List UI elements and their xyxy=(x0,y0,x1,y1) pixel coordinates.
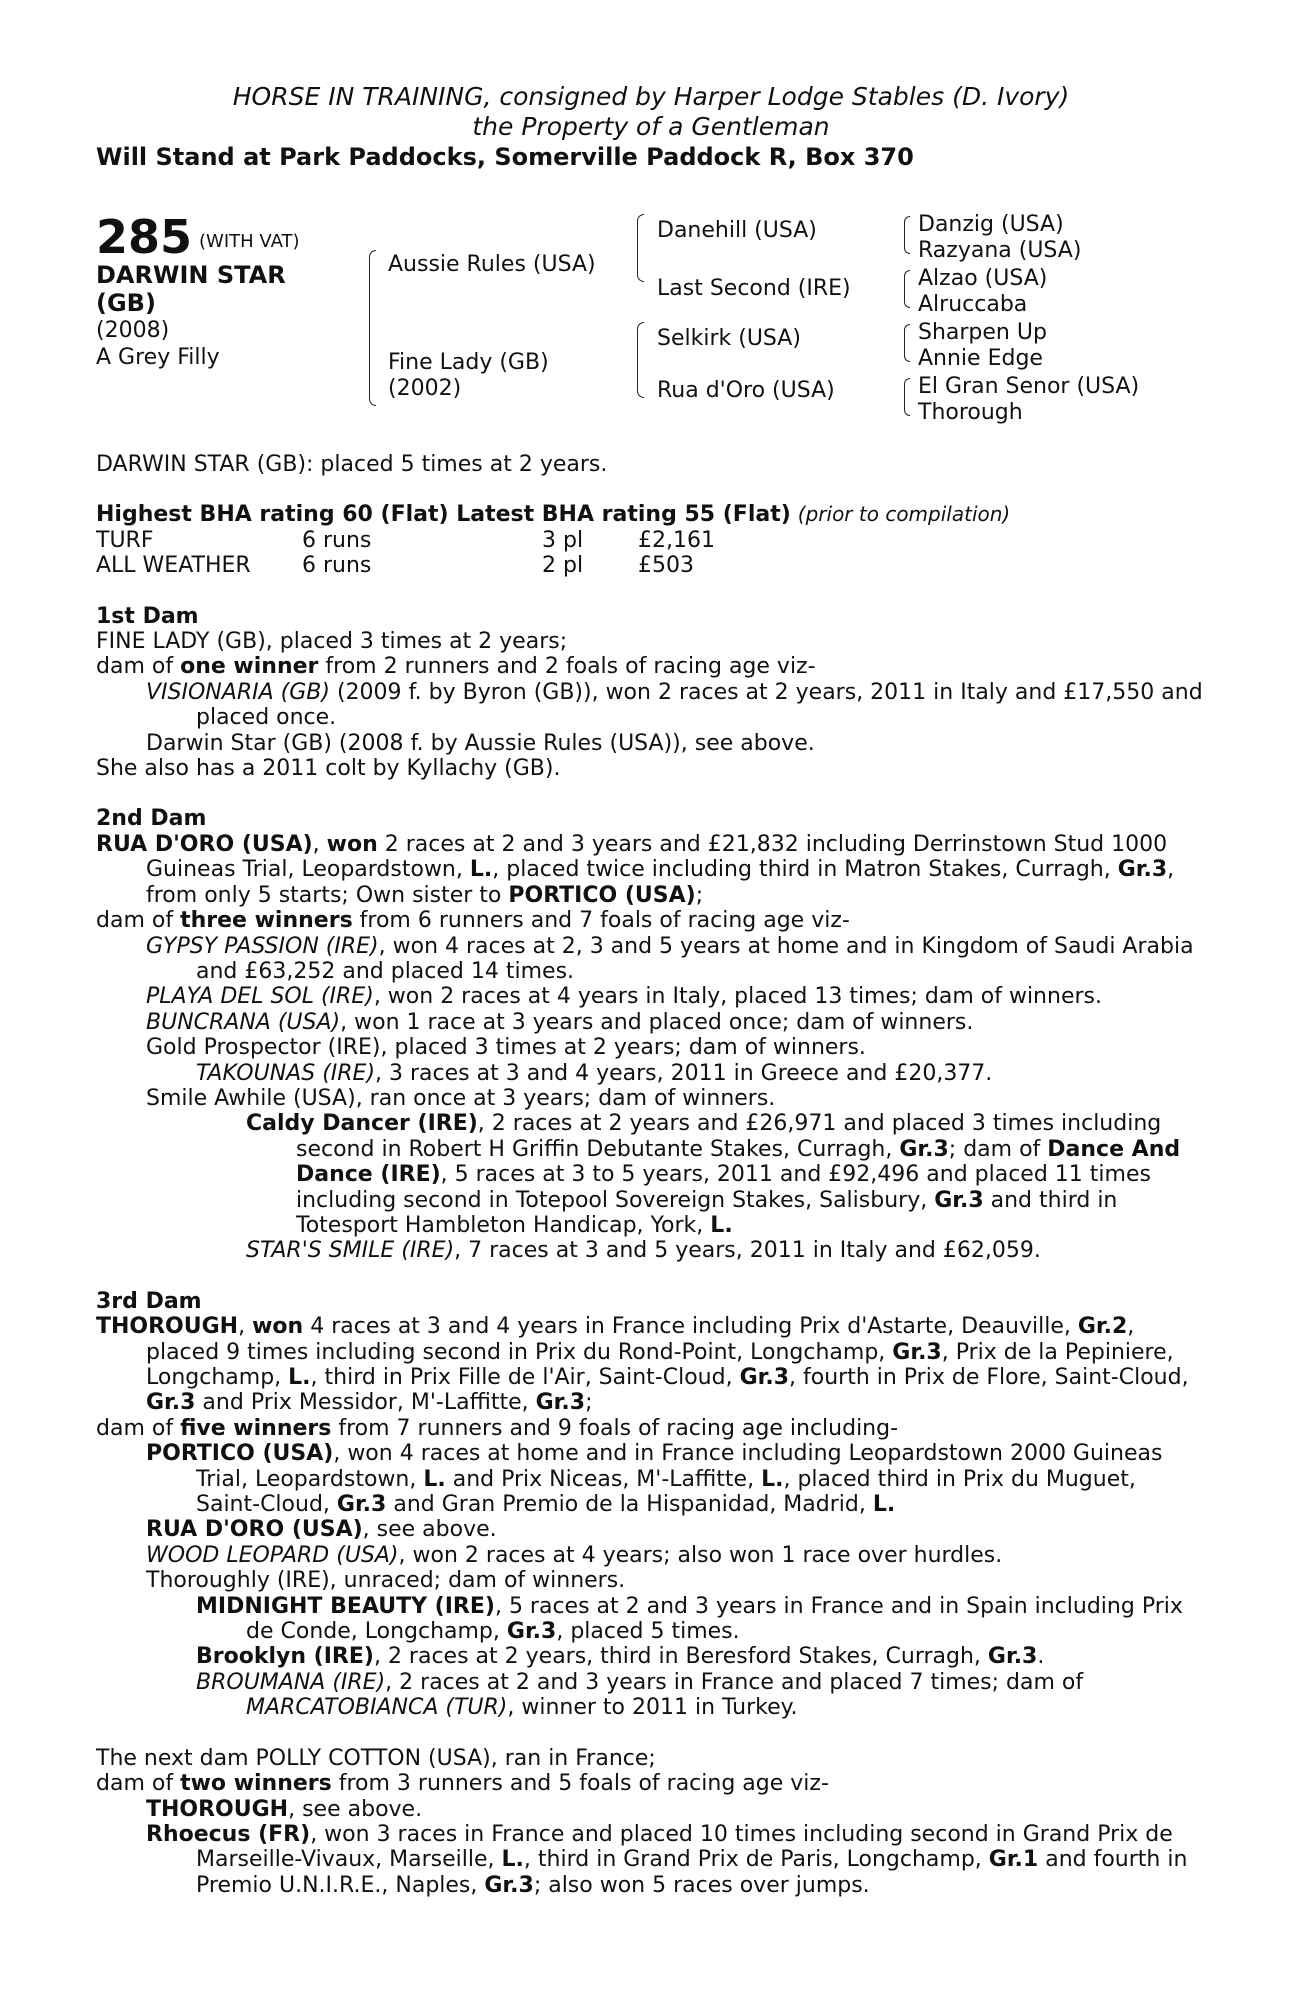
stats-earnings: £503 xyxy=(638,553,694,579)
third-dam-heading: 3rd Dam xyxy=(96,1288,202,1314)
text-fragment: PORTICO (USA) xyxy=(146,1441,334,1467)
vat-label: (WITH VAT) xyxy=(199,231,300,252)
ratings-section xyxy=(96,502,1206,578)
text-fragment: THOROUGH xyxy=(146,1796,289,1822)
lot-number: 285 xyxy=(96,210,193,264)
text-fragment: , 5 races at 3 to 5 years, 2011 and £92,496 and placed 11 times including second in Totepool Sovereign Stakes, Salisbury, xyxy=(296,1162,1151,1213)
produce-thorough xyxy=(96,1797,1206,1822)
text-fragment: Gr.3 xyxy=(336,1492,387,1518)
pedigree-dss: Sharpen Up xyxy=(918,320,1047,345)
property-line: the Property of a Gentleman xyxy=(472,112,830,141)
text-fragment: dam of xyxy=(96,1771,181,1797)
stats-row-all-weather xyxy=(96,553,1206,578)
second-dam-heading: 2nd Dam xyxy=(96,806,207,832)
text-fragment: from 2 runners and 2 foals of racing age viz- xyxy=(318,654,816,680)
text-fragment: Gr.3 xyxy=(987,1644,1038,1670)
third-dam-section xyxy=(96,1289,1206,1721)
race-summary: DARWIN STAR (GB): placed 5 times at 2 years. xyxy=(96,452,608,477)
text-fragment: , placed 9 times including second in Prix du Rond-Point, Longchamp, xyxy=(146,1314,1135,1365)
text-fragment: , 2 races at 2 years and £26,971 and placed 3 times including second in Robert H Griffin Debutante Stakes, Curragh, xyxy=(296,1111,1162,1162)
text-fragment: . xyxy=(1037,1644,1045,1670)
text-fragment: WOOD LEOPARD (USA) xyxy=(146,1542,399,1568)
ratings-text: Highest BHA rating 60 (Flat) Latest BHA rating 55 (Flat) xyxy=(96,502,791,528)
text-fragment: ; dam of xyxy=(948,1136,1048,1162)
ratings-note: (prior to compilation) xyxy=(797,502,1011,527)
text-fragment: , placed twice including third in Matron Stakes, Curragh, xyxy=(492,857,1118,883)
stats-earnings: £2,161 xyxy=(638,527,715,553)
text-fragment: five winners xyxy=(180,1415,332,1441)
text-fragment: , see above. xyxy=(362,1517,497,1543)
consignor-line: HORSE IN TRAINING, consigned by Harper Lodge Stables (D. Ivory) xyxy=(232,82,1070,111)
brace-selkirk xyxy=(904,324,910,362)
first-dam-line: FINE LADY (GB), placed 3 times at 2 years; xyxy=(96,629,568,655)
text-fragment: Dance And Dance (IRE) xyxy=(296,1136,1181,1188)
text-fragment: , see above. xyxy=(288,1796,423,1822)
text-fragment: , won 3 races in France and placed 10 times including second in Grand Prix de Marseille-Vivaux, Marseille, xyxy=(196,1821,1173,1873)
text-fragment: Brooklyn (IRE) xyxy=(196,1644,374,1670)
next-dam-section xyxy=(96,1746,1206,1898)
ratings-line xyxy=(96,502,1206,527)
text-fragment: MARCATOBIANCA (TUR) xyxy=(246,1695,508,1721)
text-fragment: TAKOUNAS (IRE) xyxy=(196,1060,376,1086)
pedigree-dam-year: (2002) xyxy=(388,376,462,401)
pedigree-sire-sire: Danehill (USA) xyxy=(657,218,817,243)
text-fragment: and Gran Premio de la Hispanidad, Madrid, xyxy=(386,1492,873,1518)
text-fragment: , placed 5 times. xyxy=(556,1619,740,1645)
text-fragment: BUNCRANA (USA) xyxy=(146,1009,341,1035)
text-fragment: , 3 races at 3 and 4 years, 2011 in Greece and £20,377. xyxy=(375,1060,993,1086)
stats-row-turf xyxy=(96,528,1206,553)
text-fragment: Gr.3 xyxy=(535,1390,586,1416)
text-fragment: Gr.3 xyxy=(899,1136,949,1162)
pedigree-dds: El Gran Senor (USA) xyxy=(918,374,1140,399)
text-fragment: and third in Totesport Hambleton Handicap, York, xyxy=(296,1187,1118,1238)
stats-surface: ALL WEATHER xyxy=(96,553,251,579)
text-fragment: Gr.3 xyxy=(146,1390,196,1416)
lot-header xyxy=(96,82,1206,172)
produce-rhoecus xyxy=(96,1822,1206,1898)
produce-buncrana xyxy=(96,1010,1206,1035)
text-fragment: , won 2 races at 4 years; also won 1 race over hurdles. xyxy=(398,1542,1003,1568)
next-dam-line: The next dam POLLY COTTON (USA), ran in France; xyxy=(96,1745,656,1771)
text-fragment: THOROUGH xyxy=(96,1314,239,1340)
text-fragment: GYPSY PASSION (IRE) xyxy=(146,933,379,959)
horse-year: (2008) xyxy=(96,318,170,343)
first-dam-heading: 1st Dam xyxy=(96,603,199,629)
text-fragment: , won 2 races at 4 years in Italy, placed 13 times; dam of winners. xyxy=(373,984,1102,1010)
text-fragment: three winners xyxy=(180,908,353,934)
text-fragment: ; xyxy=(695,882,704,908)
pedigree-ssd: Razyana (USA) xyxy=(918,238,1082,263)
text-fragment: L. xyxy=(288,1365,311,1390)
text-fragment: and fourth in Premio U.N.I.R.E., Naples, xyxy=(196,1847,1188,1898)
pedigree-ddd: Thorough xyxy=(918,400,1023,425)
text-fragment: L. xyxy=(872,1492,896,1518)
text-fragment: Rhoecus (FR) xyxy=(146,1821,311,1847)
produce-wood-leopard xyxy=(96,1543,1206,1568)
pedigree-dsd: Annie Edge xyxy=(918,346,1043,371)
text-fragment: Gr.3 xyxy=(1117,857,1168,883)
text-fragment: from 3 runners and 5 foals of racing age viz- xyxy=(331,1771,829,1797)
produce-gold-prospector: Gold Prospector (IRE), placed 3 times at 2 years; dam of winners. xyxy=(146,1035,866,1061)
pedigree-sire-dam: Last Second (IRE) xyxy=(657,276,851,301)
stats-placed: 2 pl xyxy=(542,553,584,579)
brace-last-second xyxy=(904,270,910,308)
stats-placed: 3 pl xyxy=(542,527,584,553)
first-dam-section xyxy=(96,604,1206,782)
lot-number-line xyxy=(96,212,300,262)
text-fragment: ; xyxy=(585,1390,593,1416)
pedigree-block xyxy=(96,212,1206,452)
catalogue-page xyxy=(96,82,1206,1898)
text-fragment: one winner xyxy=(180,654,319,680)
pedigree-dam-sire: Selkirk (USA) xyxy=(657,326,801,351)
third-dam-produce-line xyxy=(96,1416,1206,1441)
text-fragment: Gr.3 xyxy=(934,1187,984,1213)
text-fragment: Gr.2 xyxy=(1077,1314,1128,1340)
text-fragment: dam of xyxy=(96,654,181,680)
text-fragment: Gr.3 xyxy=(892,1339,942,1365)
sire-line-brace xyxy=(637,214,644,282)
text-fragment: L. xyxy=(761,1466,784,1492)
text-fragment: RUA D'ORO (USA) xyxy=(146,1517,363,1543)
text-fragment: , from only 5 starts; Own sister to xyxy=(146,857,1175,908)
brace-danehill xyxy=(904,216,910,254)
second-dam-record: RUA D'ORO (USA), won 2 races at 2 and 3 years and £21,832 including Derrinstown Stud 1000 Guineas Trial, Leopardstown, L., placed twice including third in Matron Stakes, Curragh, Gr.3, from only 5 starts; Own sister to PORTICO (USA); xyxy=(96,831,1175,908)
text-fragment: , placed third in Prix du Muguet, Saint-Cloud, xyxy=(196,1466,1136,1518)
pedigree-sss: Danzig (USA) xyxy=(918,212,1064,237)
text-fragment: two winners xyxy=(180,1771,332,1797)
stats-runs: 6 runs xyxy=(302,553,372,579)
text-fragment: Gr.3 xyxy=(739,1365,790,1390)
text-fragment: (2009 f. by Byron (GB)), won 2 races at 2 years, 2011 in Italy and £17,550 and placed once. xyxy=(196,679,1203,731)
text-fragment: PLAYA DEL SOL (IRE) xyxy=(146,984,374,1010)
text-fragment: won xyxy=(326,831,378,857)
text-fragment: , won 1 race at 3 years and placed once; dam of winners. xyxy=(340,1009,974,1035)
pedigree-sdd: Alruccaba xyxy=(918,292,1028,317)
text-fragment: , third in Prix Fille de l'Air, Saint-Cloud, xyxy=(310,1365,740,1390)
text-fragment: dam of xyxy=(96,908,181,934)
text-fragment: Caldy Dancer (IRE) xyxy=(246,1111,478,1137)
text-fragment: VISIONARIA (GB) xyxy=(146,679,330,705)
text-fragment: , won 4 races at home and in France including Leopardstown 2000 Guineas Trial, Leopardstown, xyxy=(196,1441,1163,1492)
dam-line-brace xyxy=(637,322,644,398)
text-fragment: won xyxy=(252,1314,304,1340)
pedigree-dam: Fine Lady (GB) xyxy=(388,350,549,375)
stand-location: Will Stand at Park Paddocks, Somerville Paddock R, Box 370 xyxy=(96,143,914,171)
text-fragment: , won 4 races at 2, 3 and 5 years at home and in Kingdom of Saudi Arabia and £63,252 and placed 14 times. xyxy=(196,933,1194,984)
brace-rua-doro xyxy=(904,378,910,416)
second-dam-produce-line xyxy=(96,908,1206,933)
text-fragment: , Prix de la Pepiniere, Longchamp, xyxy=(146,1339,1174,1390)
produce-takounas xyxy=(96,1061,1206,1086)
second-dam-section xyxy=(96,806,1206,1263)
sire-dam-brace xyxy=(369,250,376,406)
text-fragment: RUA D'ORO (USA) xyxy=(96,831,313,857)
produce-darwin-star: Darwin Star (GB) (2008 f. by Aussie Rules (USA)), see above. xyxy=(146,730,815,756)
text-fragment: BROUMANA (IRE) xyxy=(196,1669,386,1695)
text-fragment: and Prix Messidor, M'-Laffitte, xyxy=(195,1390,536,1416)
produce-midnight-beauty xyxy=(96,1594,1206,1645)
text-fragment: L. xyxy=(423,1466,446,1492)
text-fragment: MIDNIGHT BEAUTY (IRE) xyxy=(196,1593,495,1619)
text-fragment: , fourth in Prix de Flore, Saint-Cloud, xyxy=(789,1365,1189,1390)
stats-surface: TURF xyxy=(96,527,154,553)
text-fragment: , winner to 2011 in Turkey. xyxy=(507,1695,798,1721)
text-fragment: 4 races at 3 and 4 years in France including Prix d'Astarte, Deauville, xyxy=(303,1314,1078,1340)
text-fragment: , 7 races at 3 and 5 years, 2011 in Italy and £62,059. xyxy=(454,1238,1041,1264)
produce-thoroughly: Thoroughly (IRE), unraced; dam of winners. xyxy=(146,1568,626,1594)
produce-rua-doro xyxy=(96,1517,1206,1542)
text-fragment: L. xyxy=(469,857,493,883)
text-fragment: ; also won 5 races over jumps. xyxy=(533,1872,870,1898)
produce-brooklyn xyxy=(96,1644,1206,1669)
text-fragment: L. xyxy=(501,1847,524,1873)
pedigree-sds: Alzao (USA) xyxy=(918,266,1048,291)
text-fragment: from 7 runners and 9 foals of racing age including- xyxy=(331,1415,899,1441)
text-fragment: , 2 races at 2 years, third in Beresford Stakes, Curragh, xyxy=(373,1644,988,1670)
stats-runs: 6 runs xyxy=(302,527,372,553)
text-fragment: Gr.3 xyxy=(484,1872,534,1898)
text-fragment: L. xyxy=(710,1212,733,1238)
text-fragment: dam of xyxy=(96,1415,181,1441)
produce-gypsy-passion xyxy=(96,934,1206,985)
produce-broumana xyxy=(96,1670,1206,1721)
produce-smile-awhile: Smile Awhile (USA), ran once at 3 years; dam of winners. xyxy=(146,1085,776,1111)
next-dam-produce-line xyxy=(96,1771,1206,1796)
text-fragment: Gr.1 xyxy=(988,1847,1039,1873)
first-dam-produce-line xyxy=(96,654,1206,679)
produce-stars-smile xyxy=(96,1238,1206,1263)
horse-origin: (GB) xyxy=(96,289,156,317)
text-fragment: , 2 races at 2 and 3 years in France and placed 7 times; dam of xyxy=(385,1669,1084,1695)
text-fragment: PORTICO (USA) xyxy=(508,882,696,908)
produce-portico xyxy=(96,1441,1206,1517)
pedigree-sire: Aussie Rules (USA) xyxy=(388,252,596,277)
text-fragment: Gr.3 xyxy=(506,1619,557,1645)
text-fragment: and Prix Niceas, M'-Laffitte, xyxy=(445,1466,762,1492)
produce-playa-del-sol xyxy=(96,984,1206,1009)
pedigree-dam-dam: Rua d'Oro (USA) xyxy=(657,378,835,403)
text-fragment: STAR'S SMILE (IRE) xyxy=(246,1238,455,1264)
first-dam-also: She also has a 2011 colt by Kyllachy (GB). xyxy=(96,756,561,782)
horse-name: DARWIN STAR xyxy=(96,261,286,289)
produce-visionaria xyxy=(96,680,1206,731)
text-fragment: , 5 races at 2 and 3 years in France and in Spain including Prix de Conde, Longchamp, xyxy=(246,1593,1183,1645)
horse-description: A Grey Filly xyxy=(96,345,220,370)
text-fragment: 2 races at 2 and 3 years and £21,832 including Derrinstown Stud 1000 Guineas Trial, Leopardstown, xyxy=(146,831,1168,883)
third-dam-record: THOROUGH, won 4 races at 3 and 4 years in France including Prix d'Astarte, Deauville, Gr.2, placed 9 times including second in Prix du Rond-Point, Longchamp, Gr.3, Prix de la Pepiniere, Longchamp, L., third in Prix Fille de l'Air, Saint-Cloud, Gr.3, fourth in Prix de Flore, Saint-Cloud, Gr.3 and Prix Messidor, M'-Laffitte, Gr.3; xyxy=(96,1314,1189,1416)
text-fragment: , third in Grand Prix de Paris, Longchamp, xyxy=(523,1847,989,1873)
produce-caldy-dancer xyxy=(96,1111,1206,1238)
text-fragment: from 6 runners and 7 foals of racing age viz- xyxy=(352,908,850,934)
